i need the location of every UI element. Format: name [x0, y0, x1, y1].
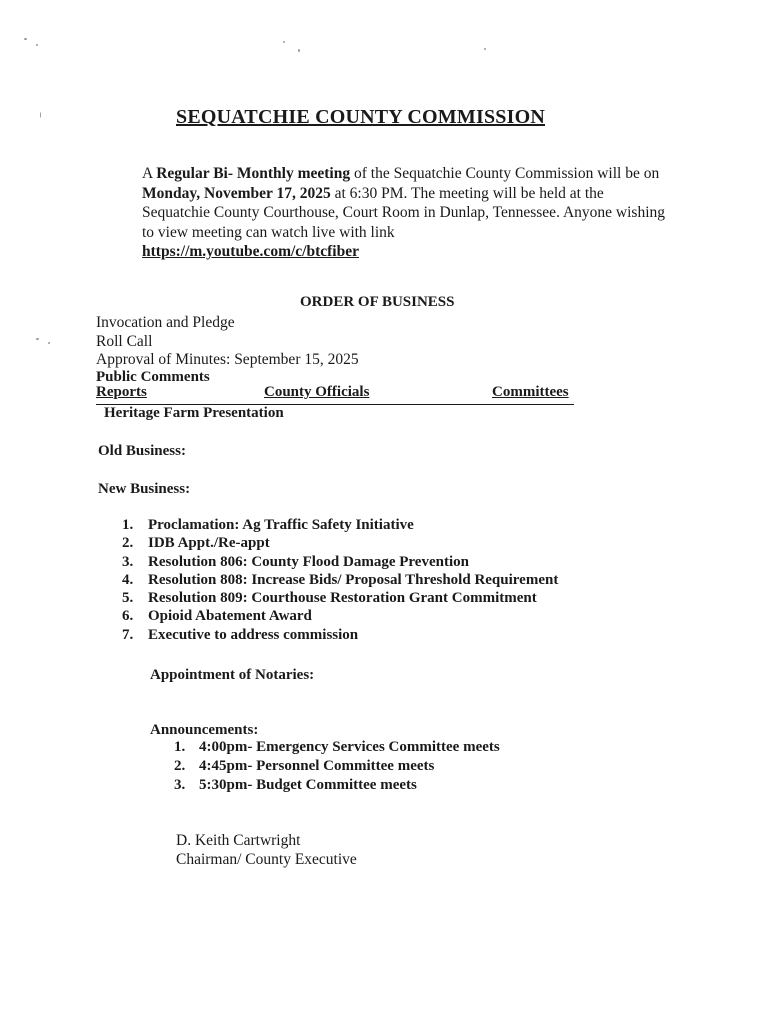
item-text: 4:45pm- Personnel Committee meets [199, 758, 435, 774]
agenda-minutes: Approval of Minutes: September 15, 2025 [96, 351, 359, 368]
list-item [122, 516, 558, 534]
scan-speck [36, 44, 38, 46]
reports-label: Reports [96, 384, 147, 400]
item-text: Opioid Abatement Award [148, 608, 312, 625]
list-item [174, 757, 500, 776]
scan-speck [484, 48, 486, 50]
list-item [174, 738, 500, 757]
scan-speck [40, 112, 41, 118]
item-number: 7. [122, 626, 134, 643]
scan-speck [48, 342, 50, 344]
list-item [122, 553, 558, 571]
item-text: Resolution 809: Courthouse Restoration Grant Commitment [148, 590, 537, 607]
notice-text: A [142, 165, 157, 182]
order-of-business-heading: ORDER OF BUSINESS [300, 294, 455, 310]
livestream-link[interactable]: https://m.youtube.com/c/btcfiber [142, 243, 359, 260]
old-business-heading: Old Business: [98, 443, 186, 459]
agenda-public-comments: Public Comments [96, 369, 210, 385]
item-text: Resolution 808: Increase Bids/ Proposal Threshold Requirement [148, 571, 559, 588]
meeting-notice [142, 164, 672, 262]
scan-speck [298, 49, 300, 52]
list-item [122, 607, 558, 625]
county-officials-label: County Officials [264, 384, 370, 400]
new-business-list [122, 516, 558, 644]
item-number: 5. [122, 590, 134, 607]
item-number: 2. [174, 758, 186, 774]
heritage-farm-item: Heritage Farm Presentation [104, 405, 284, 421]
item-number: 6. [122, 608, 134, 625]
item-text: 4:00pm- Emergency Services Committee meets [199, 739, 500, 755]
item-number: 3. [174, 777, 186, 793]
notaries-heading: Appointment of Notaries: [150, 667, 315, 683]
item-number: 1. [174, 739, 186, 755]
item-text: 5:30pm- Budget Committee meets [199, 777, 417, 793]
reports-row [96, 384, 574, 405]
meeting-type: Regular Bi- Monthly meeting [156, 165, 351, 182]
item-number: 3. [122, 553, 134, 570]
list-item [122, 589, 558, 607]
list-item [174, 776, 500, 795]
committees-label: Committees [492, 384, 569, 400]
notice-text: of the Sequatchie County Commission will be on [350, 165, 660, 182]
agenda-invocation: Invocation and Pledge [96, 314, 235, 331]
agenda-roll-call: Roll Call [96, 333, 153, 350]
item-text: Proclamation: Ag Traffic Safety Initiative [148, 517, 414, 533]
item-text: Resolution 806: County Flood Damage Prevention [148, 553, 469, 570]
scan-speck [36, 338, 39, 340]
announcements-heading: Announcements: [150, 722, 259, 738]
meeting-date: Monday, November 17, 2025 [142, 184, 331, 202]
scan-speck [283, 41, 285, 43]
notice-text: at 6:30 PM. The meeting will be held at the Sequatchie County Courthouse, Court Room in Dunlap, Tennessee. Anyone wishing to view meeting can watch live with link [142, 184, 665, 241]
item-text: IDB Appt./Re-appt [148, 535, 270, 552]
new-business-heading: New Business: [98, 481, 191, 497]
signatory-title: Chairman/ County Executive [176, 851, 357, 868]
item-number: 1. [122, 517, 134, 533]
signatory-name: D. Keith Cartwright [176, 832, 301, 849]
document-title: SEQUATCHIE COUNTY COMMISSION [176, 106, 545, 128]
item-number: 4. [122, 571, 134, 588]
item-text: Executive to address commission [148, 626, 359, 643]
scan-speck [24, 38, 27, 40]
list-item [122, 571, 558, 589]
list-item [122, 626, 558, 644]
item-number: 2. [122, 535, 134, 552]
list-item [122, 534, 558, 552]
announcements-list [174, 738, 500, 795]
